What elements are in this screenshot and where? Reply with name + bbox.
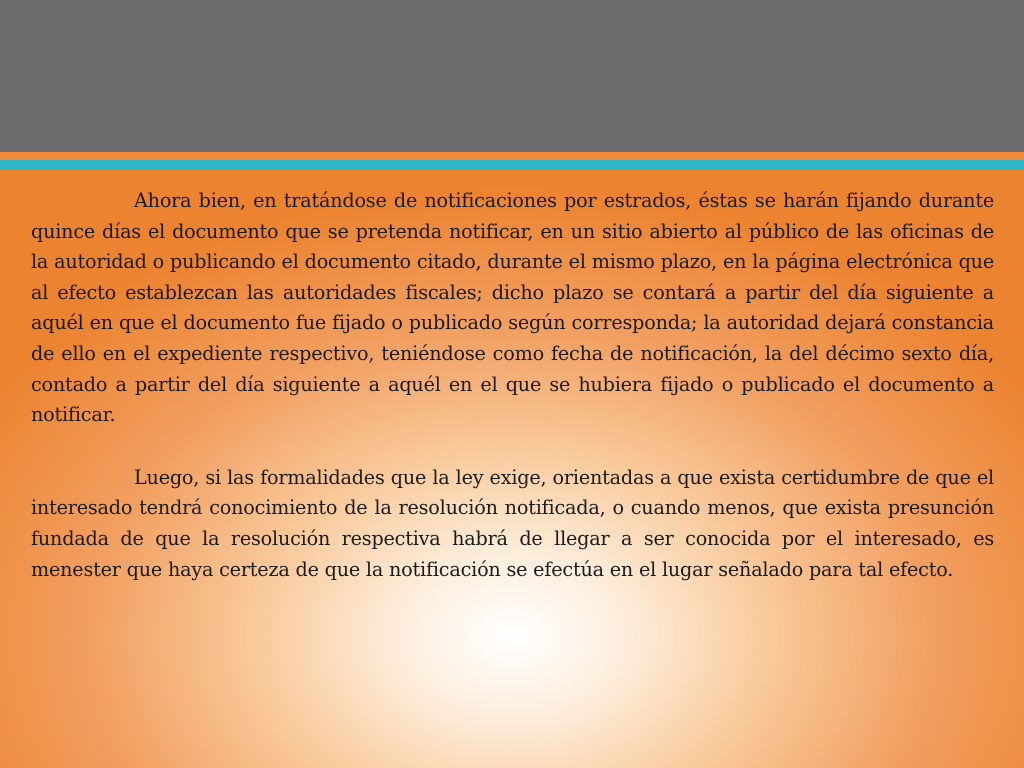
accent-stripe-teal [0, 160, 1024, 170]
paragraph-2: Luego, si las formalidades que la ley exige, orientadas a que exista certidumbre de que el interesado tendrá conocimiento de la resolución notificada, o cuando menos, que exista presunción fundada de que la resolución respectiva habrá de llegar a ser conocida por el interesado, es menester que haya certeza de que la notificación se efectúa en el lugar señalado para tal efecto. [31, 465, 994, 581]
paragraph-1: Ahora bien, en tratándose de notificaciones por estrados, éstas se harán fijando durante quince días el documento que se pretenda notificar, en un sitio abierto al público de las oficinas de la autoridad o publicando el documento citado, durante el mismo plazo, en la página electrónica que al efecto establezcan las autoridades fiscales; dicho plazo se contará a partir del día siguiente a aquél en que el documento fue fijado o publicado según corresponda; la autoridad dejará constancia de ello en el expediente respectivo, teniéndose como fecha de notificación, la del décimo sexto día, contado a partir del día siguiente a aquél en el que se hubiera fijado o publicado el documento a notificar. [31, 189, 994, 427]
header-band [0, 0, 1024, 152]
accent-stripe-orange [0, 152, 1024, 160]
slide-body-text [31, 186, 994, 585]
